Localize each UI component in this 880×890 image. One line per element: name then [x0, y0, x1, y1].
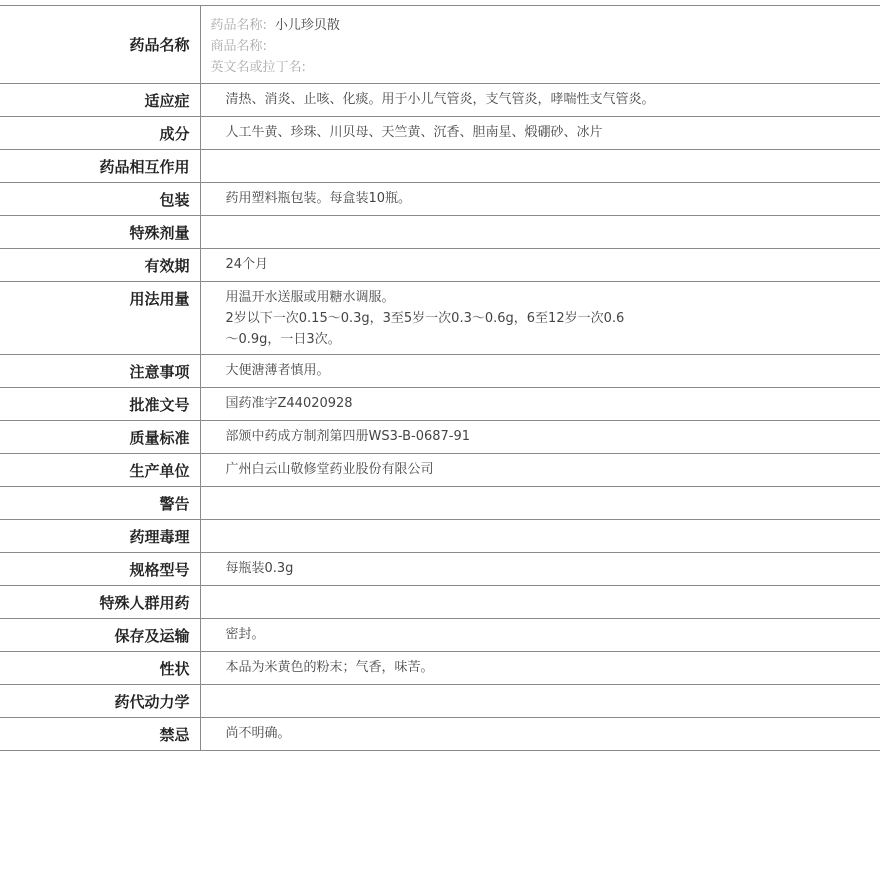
- appearance-label: 性状: [0, 652, 200, 685]
- usage-dosage-label: 用法用量: [0, 282, 200, 355]
- contraindications-label: 禁忌: [0, 718, 200, 751]
- special-population-value: [200, 586, 880, 619]
- interactions-row: [0, 150, 880, 183]
- packaging-label: 包装: [0, 183, 200, 216]
- pharmacology-label: 药理毒理: [0, 520, 200, 553]
- indications-value: 清热、消炎、止咳、化痰。用于小儿气管炎，支气管炎，哮喘性支气管炎。: [200, 84, 880, 117]
- warning-row: [0, 487, 880, 520]
- manufacturer-label: 生产单位: [0, 454, 200, 487]
- pharmacokinetics-value: [200, 685, 880, 718]
- drug-info-table: [0, 5, 880, 751]
- specification-row: [0, 553, 880, 586]
- quality-standard-value: 部颁中药成方制剂第四册WS3-B-0687-91: [200, 421, 880, 454]
- contraindications-value: 尚不明确。: [200, 718, 880, 751]
- precautions-value: 大便溏薄者慎用。: [200, 355, 880, 388]
- special-population-row: [0, 586, 880, 619]
- contraindications-row: [0, 718, 880, 751]
- generic-name-value: 小儿珍贝散: [274, 18, 340, 33]
- packaging-value: 药用塑料瓶包装。每盒装10瓶。: [200, 183, 880, 216]
- specification-value: 每瓶装0.3g: [200, 553, 880, 586]
- usage-line: 用温开水送服或用糖水调服。: [225, 290, 395, 305]
- approval-number-row: [0, 388, 880, 421]
- ingredients-value: 人工牛黄、珍珠、川贝母、天竺黄、沉香、胆南星、煅硼砂、冰片: [200, 117, 880, 150]
- pharmacology-value: [200, 520, 880, 553]
- shelf-life-label: 有效期: [0, 249, 200, 282]
- manufacturer-row: [0, 454, 880, 487]
- generic-name-label: 药品名称:: [210, 18, 267, 33]
- generic-name-line: [211, 15, 880, 36]
- usage-line: 2岁以下一次0.15～0.3g，3至5岁一次0.3～0.6g，6至12岁一次0.6: [225, 311, 625, 326]
- pharmacokinetics-label: 药代动力学: [0, 685, 200, 718]
- ingredients-label: 成分: [0, 117, 200, 150]
- indications-label: 适应症: [0, 84, 200, 117]
- usage-line: ～0.9g，一日3次。: [225, 332, 341, 347]
- english-name-label: 英文名或拉丁名:: [210, 60, 306, 75]
- storage-label: 保存及运输: [0, 619, 200, 652]
- special-dosage-label: 特殊剂量: [0, 216, 200, 249]
- storage-row: [0, 619, 880, 652]
- pharmacology-row: [0, 520, 880, 553]
- special-dosage-row: [0, 216, 880, 249]
- precautions-row: [0, 355, 880, 388]
- usage-dosage-row: [0, 282, 880, 355]
- precautions-label: 注意事项: [0, 355, 200, 388]
- quality-standard-row: [0, 421, 880, 454]
- manufacturer-value: 广州白云山敬修堂药业股份有限公司: [200, 454, 880, 487]
- ingredients-row: [0, 117, 880, 150]
- approval-number-value: 国药准字Z44020928: [200, 388, 880, 421]
- usage-dosage-value: [200, 282, 880, 355]
- shelf-life-value: 24个月: [200, 249, 880, 282]
- interactions-label: 药品相互作用: [0, 150, 200, 183]
- shelf-life-row: [0, 249, 880, 282]
- drug-name-row: [0, 6, 880, 84]
- approval-number-label: 批准文号: [0, 388, 200, 421]
- appearance-row: [0, 652, 880, 685]
- special-population-label: 特殊人群用药: [0, 586, 200, 619]
- warning-value: [200, 487, 880, 520]
- pharmacokinetics-row: [0, 685, 880, 718]
- drug-name-label: 药品名称: [0, 6, 200, 84]
- specification-label: 规格型号: [0, 553, 200, 586]
- indications-row: [0, 84, 880, 117]
- special-dosage-value: [200, 216, 880, 249]
- warning-label: 警告: [0, 487, 200, 520]
- interactions-value: [200, 150, 880, 183]
- trade-name-label: 商品名称:: [210, 39, 267, 54]
- quality-standard-label: 质量标准: [0, 421, 200, 454]
- drug-name-values: [200, 6, 880, 84]
- storage-value: 密封。: [200, 619, 880, 652]
- appearance-value: 本品为米黄色的粉末；气香，味苦。: [200, 652, 880, 685]
- packaging-row: [0, 183, 880, 216]
